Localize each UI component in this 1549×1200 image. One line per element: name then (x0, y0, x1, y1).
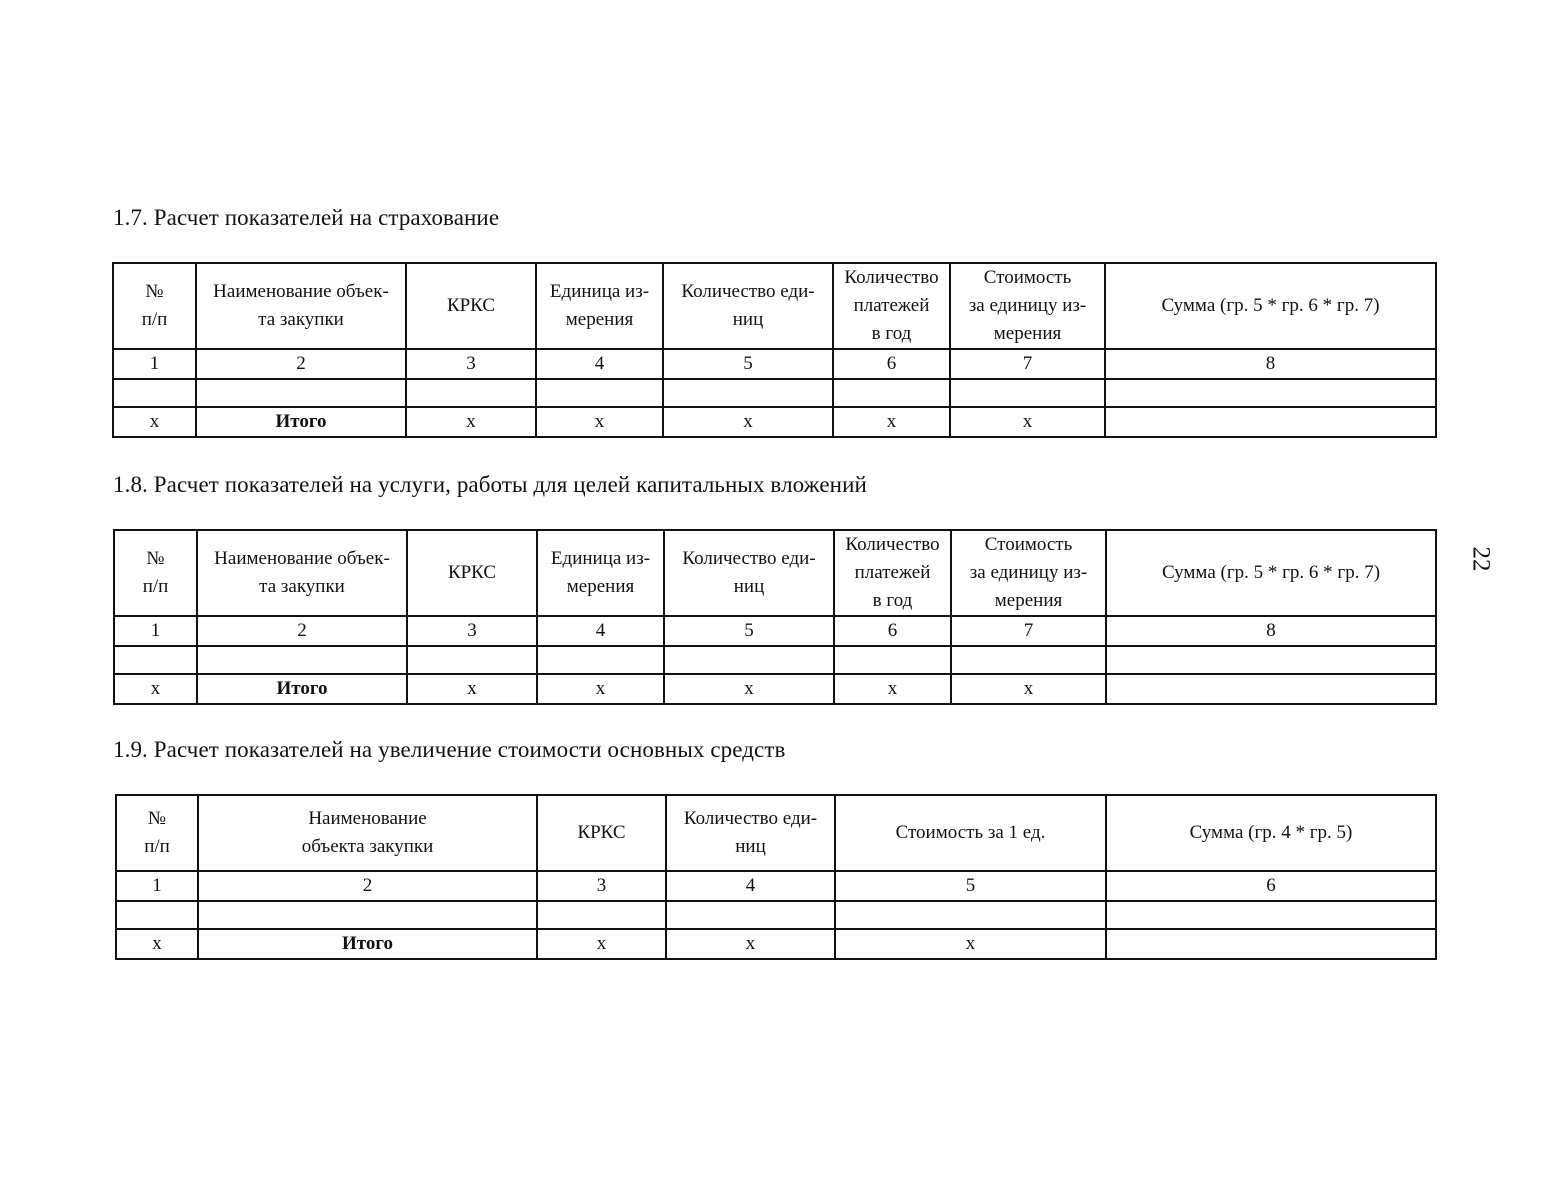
table-cell: 5 (663, 349, 833, 379)
header-cell-unit-cost: Стоимость за единицу из- мерения (951, 530, 1106, 616)
table-cell (196, 379, 406, 407)
total-row (114, 674, 1436, 704)
table-cell: 6 (1106, 871, 1436, 901)
table-cell: 6 (833, 349, 950, 379)
table-cell: x (537, 674, 664, 704)
empty-data-row (113, 379, 1436, 407)
table-cell (1105, 407, 1436, 437)
table-cell: x (951, 674, 1106, 704)
table-cell: x (406, 407, 536, 437)
table-cell: 7 (951, 616, 1106, 646)
table-cell (663, 379, 833, 407)
table-cell (834, 646, 951, 674)
table-cell: 4 (536, 349, 663, 379)
header-cell-quantity: Количество еди- ниц (663, 263, 833, 349)
insurance-table (112, 262, 1437, 438)
table-cell (1105, 379, 1436, 407)
table-cell: x (407, 674, 537, 704)
column-number-row (113, 349, 1436, 379)
table-cell: x (537, 929, 666, 959)
table-cell: x (114, 674, 197, 704)
page-number: 22 (1467, 546, 1495, 572)
header-cell-quantity: Количество еди- ниц (666, 795, 835, 871)
capital-investments-table (113, 529, 1437, 705)
table-cell: 3 (406, 349, 536, 379)
header-cell-sum: Сумма (гр. 4 * гр. 5) (1106, 795, 1436, 871)
table-cell: 8 (1105, 349, 1436, 379)
table-cell (537, 646, 664, 674)
header-cell-unit: Единица из- мерения (537, 530, 664, 616)
header-cell-unit-cost: Стоимость за 1 ед. (835, 795, 1106, 871)
table-cell: x (663, 407, 833, 437)
table-cell: x (833, 407, 950, 437)
table-cell (950, 379, 1105, 407)
table-cell: 1 (116, 871, 198, 901)
table-cell: 2 (198, 871, 537, 901)
empty-data-row (116, 901, 1436, 929)
header-cell-number: № п/п (116, 795, 198, 871)
header-cell-sum: Сумма (гр. 5 * гр. 6 * гр. 7) (1105, 263, 1436, 349)
header-cell-krks: КРКС (406, 263, 536, 349)
header-cell-krks: КРКС (407, 530, 537, 616)
table-cell: 5 (664, 616, 834, 646)
table-cell: 8 (1106, 616, 1436, 646)
table-cell: 3 (537, 871, 666, 901)
table-cell (116, 901, 198, 929)
header-cell-number: № п/п (114, 530, 197, 616)
table-cell (951, 646, 1106, 674)
total-row (116, 929, 1436, 959)
table-cell: x (950, 407, 1105, 437)
table-cell: 5 (835, 871, 1106, 901)
header-cell-payments-per-year: Количество платежей в год (834, 530, 951, 616)
table-cell: 6 (834, 616, 951, 646)
table-cell (1106, 901, 1436, 929)
table-cell (664, 646, 834, 674)
table-cell: 7 (950, 349, 1105, 379)
table-header-row (113, 263, 1436, 349)
header-cell-item-name: Наименование объек- та закупки (196, 263, 406, 349)
table-cell (114, 646, 197, 674)
header-cell-krks: КРКС (537, 795, 666, 871)
table-cell: x (116, 929, 198, 959)
table-cell (537, 901, 666, 929)
header-cell-sum: Сумма (гр. 5 * гр. 6 * гр. 7) (1106, 530, 1436, 616)
fixed-assets-table (115, 794, 1437, 960)
table-cell: x (666, 929, 835, 959)
table-cell: x (536, 407, 663, 437)
table-cell (406, 379, 536, 407)
table-cell: x (834, 674, 951, 704)
header-cell-item-name: Наименование объекта закупки (198, 795, 537, 871)
table-cell (113, 379, 196, 407)
column-number-row (116, 871, 1436, 901)
total-label: Итого (196, 407, 406, 437)
header-cell-unit-cost: Стоимость за единицу из- мерения (950, 263, 1105, 349)
header-cell-item-name: Наименование объек- та закупки (197, 530, 407, 616)
table-cell (197, 646, 407, 674)
table-header-row (114, 530, 1436, 616)
section-title-fixed-assets: 1.9. Расчет показателей на увеличение стоимости основных средств (113, 737, 786, 762)
table-cell: x (664, 674, 834, 704)
table-cell (198, 901, 537, 929)
table-cell: x (835, 929, 1106, 959)
section-title-insurance: 1.7. Расчет показателей на страхование (113, 205, 500, 230)
table-cell: 1 (114, 616, 197, 646)
table-cell: x (113, 407, 196, 437)
header-cell-payments-per-year: Количество платежей в год (833, 263, 950, 349)
table-cell: 4 (537, 616, 664, 646)
table-cell (1106, 929, 1436, 959)
header-cell-unit: Единица из- мерения (536, 263, 663, 349)
total-label: Итого (197, 674, 407, 704)
table-cell (407, 646, 537, 674)
table-cell (536, 379, 663, 407)
header-cell-quantity: Количество еди- ниц (664, 530, 834, 616)
table-cell (666, 901, 835, 929)
total-label: Итого (198, 929, 537, 959)
total-row (113, 407, 1436, 437)
table-cell (1106, 674, 1436, 704)
table-cell (1106, 646, 1436, 674)
table-cell: 2 (196, 349, 406, 379)
header-cell-number: № п/п (113, 263, 196, 349)
table-header-row (116, 795, 1436, 871)
table-cell: 3 (407, 616, 537, 646)
table-cell: 4 (666, 871, 835, 901)
empty-data-row (114, 646, 1436, 674)
table-cell (833, 379, 950, 407)
table-cell (835, 901, 1106, 929)
table-cell: 1 (113, 349, 196, 379)
column-number-row (114, 616, 1436, 646)
section-title-capital-investments: 1.8. Расчет показателей на услуги, работы для целей капитальных вложений (113, 472, 867, 497)
table-cell: 2 (197, 616, 407, 646)
